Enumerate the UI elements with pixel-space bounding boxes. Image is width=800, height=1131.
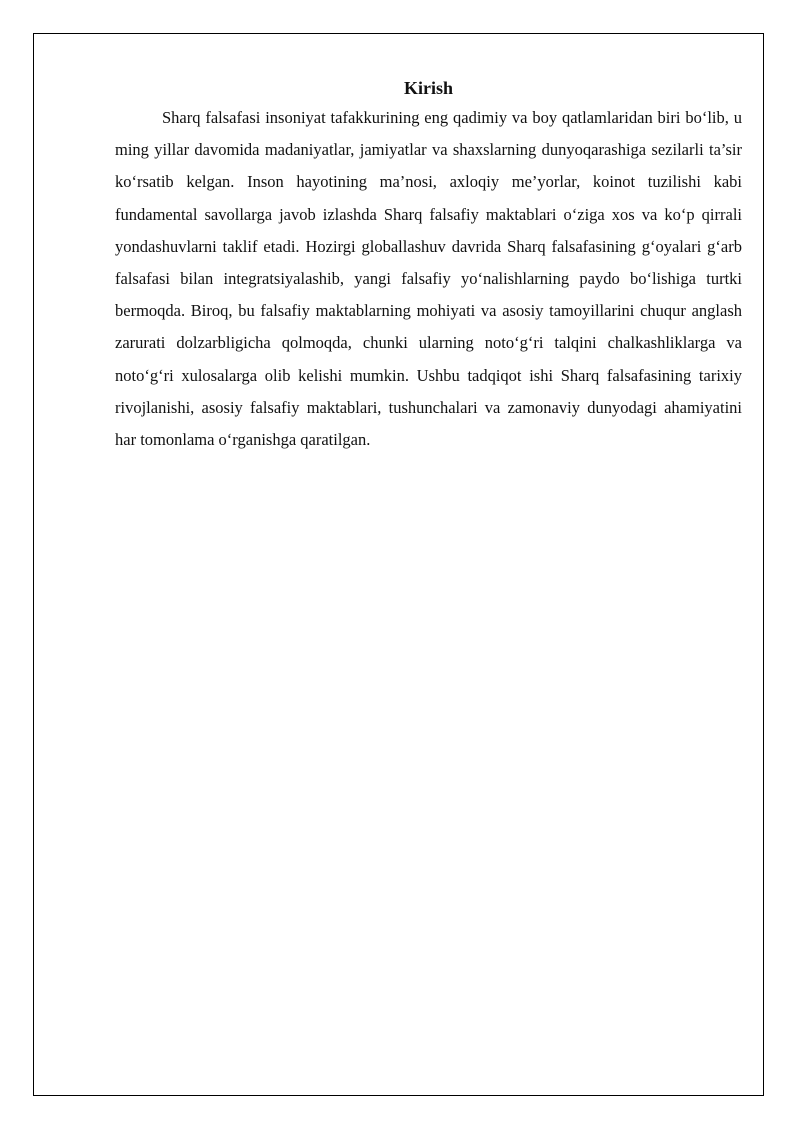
body-paragraph: Sharq falsafasi insoniyat tafakkurining eng qadimiy va boy qatlamlaridan biri bo‘lib, u ming yillar davomida madaniyatlar, jamiyatlar va shaxslarning dunyoqarashiga sezilarli ta’sir ko‘rsatib kelgan. Inson hayotining ma’nosi, axloqiy me’yorlar, koinot tuzilishi kabi fundamental savollarga javob izlashda Sharq falsafiy maktablari o‘ziga xos va ko‘p qirrali yondashuvlarni taklif etadi. Hozirgi globallashuv davrida Sharq falsafasining g‘oyalari g‘arb falsafasi bilan integratsiyalashib, yangi falsafiy yo‘nalishlarning paydo bo‘lishiga turtki bermoqda. Biroq, bu falsafiy maktablarning mohiyati va asosiy tamoyillarini chuqur anglash zarurati dolzarbligicha qolmoqda, chunki ularning noto‘g‘ri talqini chalkashliklarga va noto‘g‘ri xulosalarga olib kelishi mumkin. Ushbu tadqiqot ishi Sharq falsafasining tarixiy rivojlanishi, asosiy falsafiy maktablari, tushunchalari va zamonaviy dunyodagi ahamiyatini har tomonlama o‘rganishga qaratilgan. <box>115 108 742 450</box>
page-title: Kirish <box>403 78 453 98</box>
document-content <box>115 76 742 456</box>
